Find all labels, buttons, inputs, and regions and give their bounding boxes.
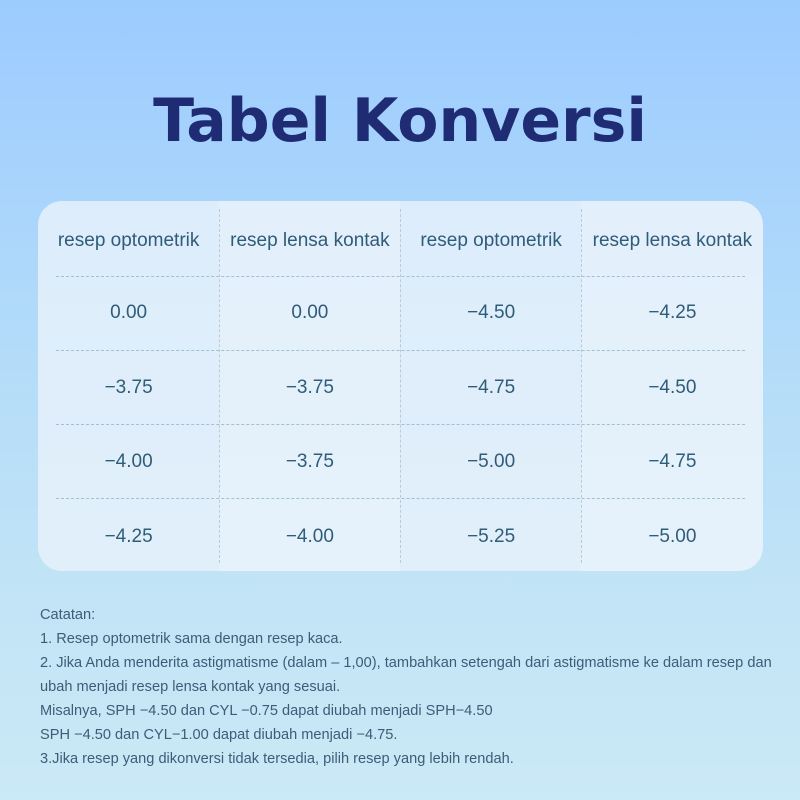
table-row [38,498,763,571]
note-line: Misalnya, SPH −4.50 dan CYL −0.75 dapat diubah menjadi SPH−4.50 [40,703,493,719]
table-cell: −4.25 [104,526,153,547]
table-header-row [38,201,763,279]
note-line: 3.Jika resep yang dikonversi tidak tersedia, pilih resep yang lebih rendah. [40,751,514,767]
table-cell: −4.50 [467,302,516,323]
note-line: SPH −4.50 dan CYL−1.00 dapat diubah menjadi −4.75. [40,727,398,743]
header-cell: resep lensa kontak [230,229,390,251]
conversion-table [38,201,763,571]
table-row [38,276,763,350]
table-cell: −5.00 [648,526,697,547]
table-cell: 0.00 [291,302,329,323]
table-cell: −3.75 [285,451,334,472]
table-cell: −3.75 [285,377,334,398]
table-row [38,424,763,500]
table-cell: −5.00 [467,451,516,472]
page-title: Tabel Konversi [153,86,647,156]
notes-heading: Catatan: [40,607,96,623]
table-cell: 0.00 [110,302,148,323]
table-cell: −4.50 [648,377,697,398]
table-cell: −3.75 [104,377,153,398]
table-cell: −4.25 [648,302,697,323]
table-cell: −4.75 [467,377,516,398]
header-cell: resep optometrik [420,229,562,251]
note-line: 2. Jika Anda menderita astigmatisme (dalam – 1,00), tambahkan setengah dari astigmatisme ke dalam resep dan ubah menjadi resep lensa kontak yang sesuai. [40,655,772,695]
table-cell: −5.25 [467,526,516,547]
note-line: 1. Resep optometrik sama dengan resep kaca. [40,631,343,647]
notes-section [40,603,775,771]
table-cell: −4.75 [648,451,697,472]
table-row [38,350,763,426]
header-cell: resep optometrik [57,229,200,251]
table-cell: −4.00 [285,526,334,547]
header-cell: resep lensa kontak [592,229,753,251]
table-cell: −4.00 [104,451,153,472]
